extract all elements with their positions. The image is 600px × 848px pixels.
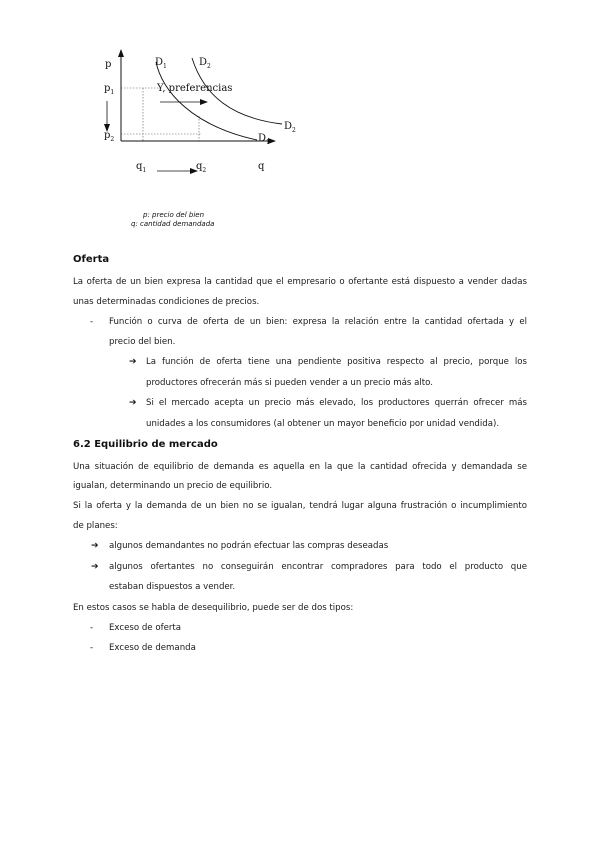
d2-right-label: $D_2$ bbox=[284, 121, 296, 134]
arrow-icon: ➔ bbox=[91, 541, 99, 551]
legend-quantity: q: cantidad demandada bbox=[131, 220, 215, 228]
oferta-item-line2: precio del bien. bbox=[109, 337, 176, 347]
d1-top-label: $D_1$ bbox=[155, 57, 167, 70]
y-axis-arrowhead bbox=[118, 49, 124, 57]
dash-2: - bbox=[90, 643, 94, 653]
equilibrio-heading: 6.2 Equilibrio de mercado bbox=[73, 439, 218, 450]
arrow-icon: ➔ bbox=[129, 398, 137, 408]
axis-p-label: p bbox=[105, 59, 112, 70]
oferta-para-line1: La oferta de un bien expresa la cantidad que el empresario o ofertante está dispuesto a vender dadas bbox=[73, 277, 527, 287]
equilibrio-para2-line1: Si la oferta y la demanda de un bien no se igualan, tendrá lugar alguna frustración o incumplimiento bbox=[73, 501, 527, 511]
arrow-icon: ➔ bbox=[129, 357, 137, 367]
exceso-demanda-item: Exceso de demanda bbox=[109, 643, 196, 653]
exceso-oferta-item: Exceso de oferta bbox=[109, 623, 182, 633]
dash-1: - bbox=[90, 623, 94, 633]
figure-legend bbox=[131, 211, 251, 229]
oferta-arrow1-line2: productores ofrecerán más si pueden vender a un precio más alto. bbox=[146, 378, 433, 388]
demand-shift-figure bbox=[92, 46, 312, 186]
oferta-arrow2-line1: Si el mercado acepta un precio más elevado, los productores querrán ofrecer más bbox=[146, 398, 527, 408]
equilibrio-para2-line2: de planes: bbox=[73, 521, 118, 531]
equilibrio-para1-line1: Una situación de equilibrio de demanda es aquella en la que la cantidad ofrecida y demandada se bbox=[73, 462, 527, 472]
oferta-arrow1-line1: La función de oferta tiene una pendiente positiva respecto al precio, porque los bbox=[146, 357, 527, 367]
equilibrio-arrow2-line1: algunos ofertantes no conseguirán encontrar compradores para todo el producto que bbox=[109, 562, 527, 572]
oferta-arrow2-line2: unidades a los consumidores (al obtener un mayor beneficio por unidad vendida). bbox=[146, 419, 500, 429]
equilibrio-para1-line2: igualan, determinando un precio de equilibrio. bbox=[73, 481, 273, 491]
arrow-icon: ➔ bbox=[91, 562, 99, 572]
p2-label: $p_2$ bbox=[104, 130, 115, 143]
oferta-dash: - bbox=[90, 317, 94, 327]
axis-q-label: q bbox=[258, 161, 265, 172]
d2-top-label: $D_2$ bbox=[199, 57, 211, 70]
demand-curve-d1 bbox=[156, 62, 257, 140]
shift-arrow-head bbox=[200, 99, 208, 105]
oferta-item-line1: Función o curva de oferta de un bien: expresa la relación entre la cantidad ofertada y el bbox=[109, 317, 527, 327]
preferences-label: Y, preferencias bbox=[157, 83, 233, 94]
d1-right-label: $D_1$ bbox=[258, 133, 270, 146]
equilibrio-para3: En estos casos se habla de desequilibrio, puede ser de dos tipos: bbox=[73, 603, 354, 613]
oferta-para-line2: unas determinadas condiciones de precios. bbox=[73, 297, 260, 307]
q2-label: $q_2$ bbox=[196, 161, 207, 174]
q1-label: $q_1$ bbox=[136, 161, 147, 174]
p1-label: $p_1$ bbox=[104, 83, 115, 96]
legend-price: p: precio del bien bbox=[143, 211, 205, 219]
equilibrio-arrow1: algunos demandantes no podrán efectuar las compras deseadas bbox=[109, 541, 389, 551]
oferta-heading: Oferta bbox=[73, 254, 110, 265]
equilibrio-arrow2-line2: estaban dispuestos a vender. bbox=[109, 582, 236, 592]
